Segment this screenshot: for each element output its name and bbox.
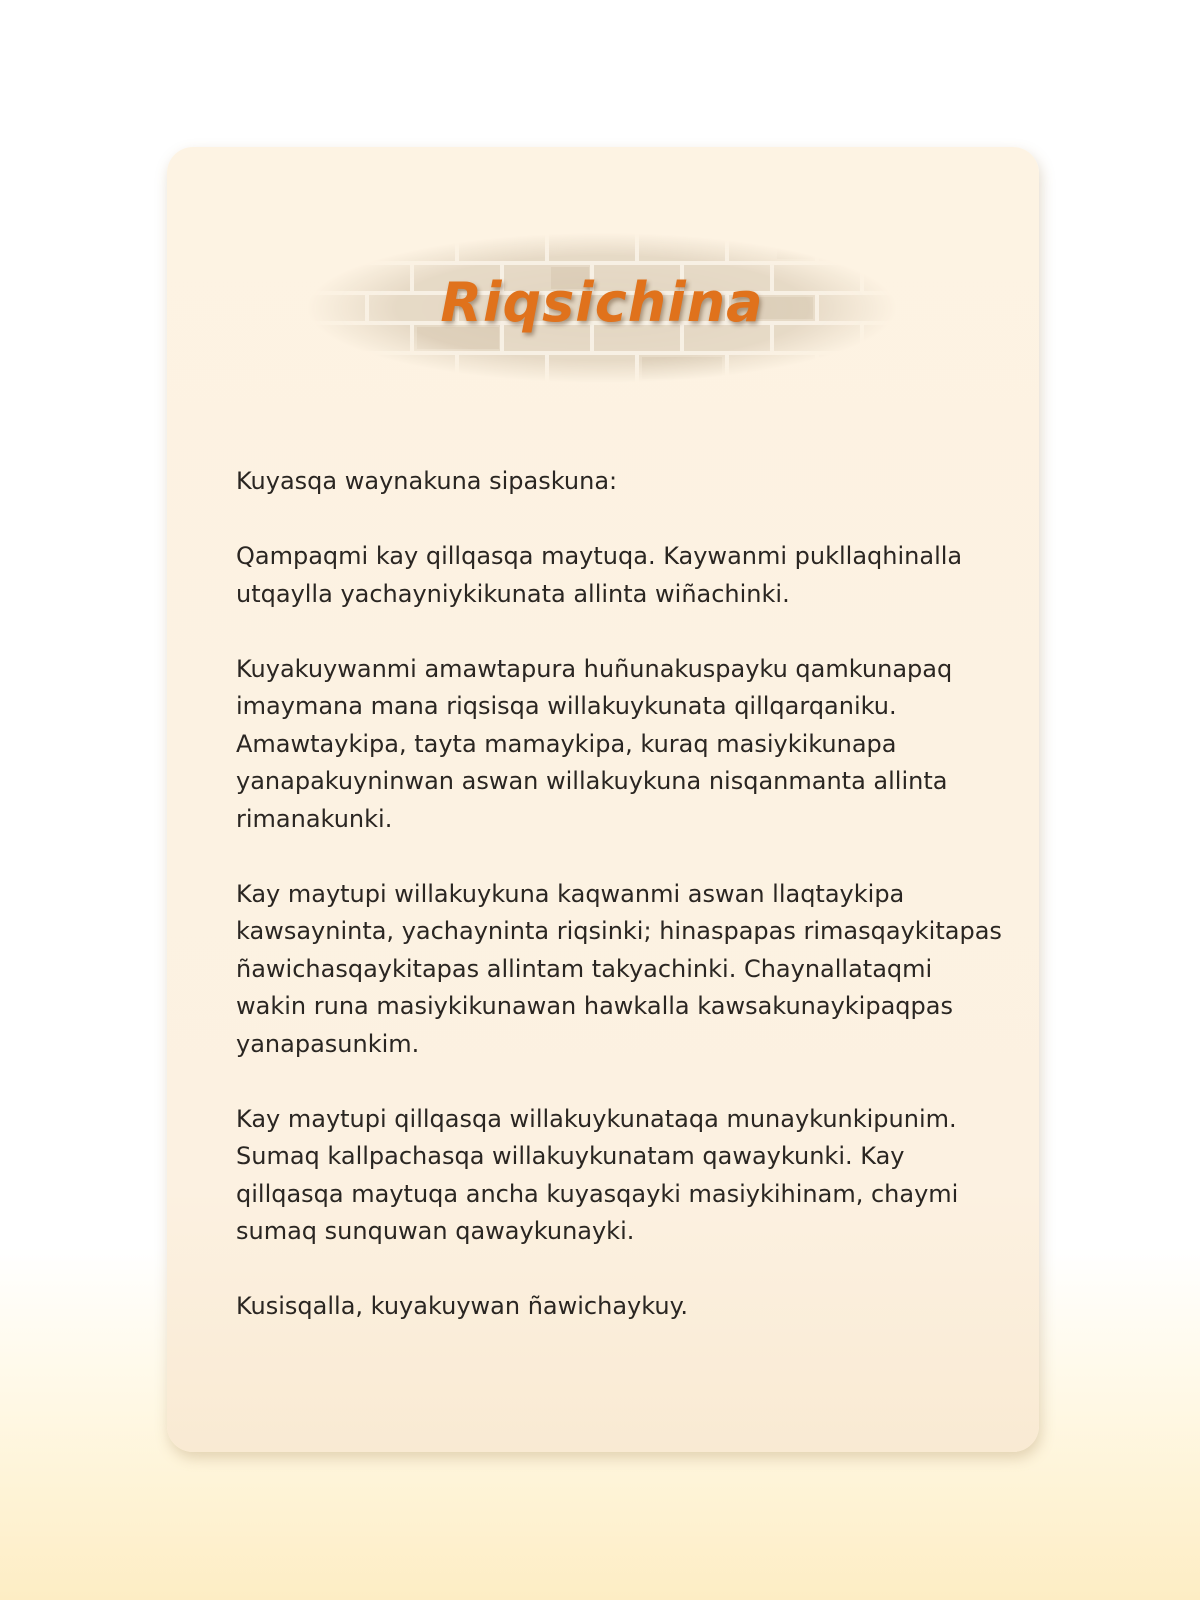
title-banner <box>307 233 897 383</box>
body-paragraph: Kay maytupi willakuykuna kaqwanmi aswan llaqtaykipa kawsayninta, yachayninta riqsinki; hinaspapas rimasqaykitapas ñawichasqaykitapas allintam takyachinki. Chaynallataqmi wakin runa masiykikunawan hawkalla kawsakunaykipaqpas yanapasunkim. <box>236 879 1002 1058</box>
body-paragraph: Kay maytupi qillqasqa willakuykunataqa munaykunkipunim. Sumaq kallpachasqa willakuykunatam qawaykunki. Kay qillqasqa maytuqa ancha kuyasqayki masiykihinam, chaymi sumaq sunquwan qawaykunayki. <box>236 1104 959 1245</box>
body-paragraph: Kuyakuywanmi amawtapura huñunakuspayku qamkunapaq imaymana mana riqsisqa willakuykunata qillqarqaniku. Amawtaykipa, tayta mamaykipa, kuraq masiykikunapa yanapakuyninwan aswan willakuykuna nisqanmanta allinta rimanakunki. <box>236 654 953 833</box>
page-title: Riqsichina <box>440 271 764 334</box>
greeting-paragraph: Kuyasqa waynakuna sipaskuna: <box>236 467 618 495</box>
body-text <box>236 463 1006 1363</box>
content-card <box>167 147 1039 1452</box>
body-paragraph: Qampaqmi kay qillqasqa maytuqa. Kaywanmi pukllaqhinalla utqaylla yachayniykikunata allinta wiñachinki. <box>236 542 963 608</box>
closing-paragraph: Kusisqalla, kuyakuywan ñawichaykuy. <box>236 1292 689 1320</box>
